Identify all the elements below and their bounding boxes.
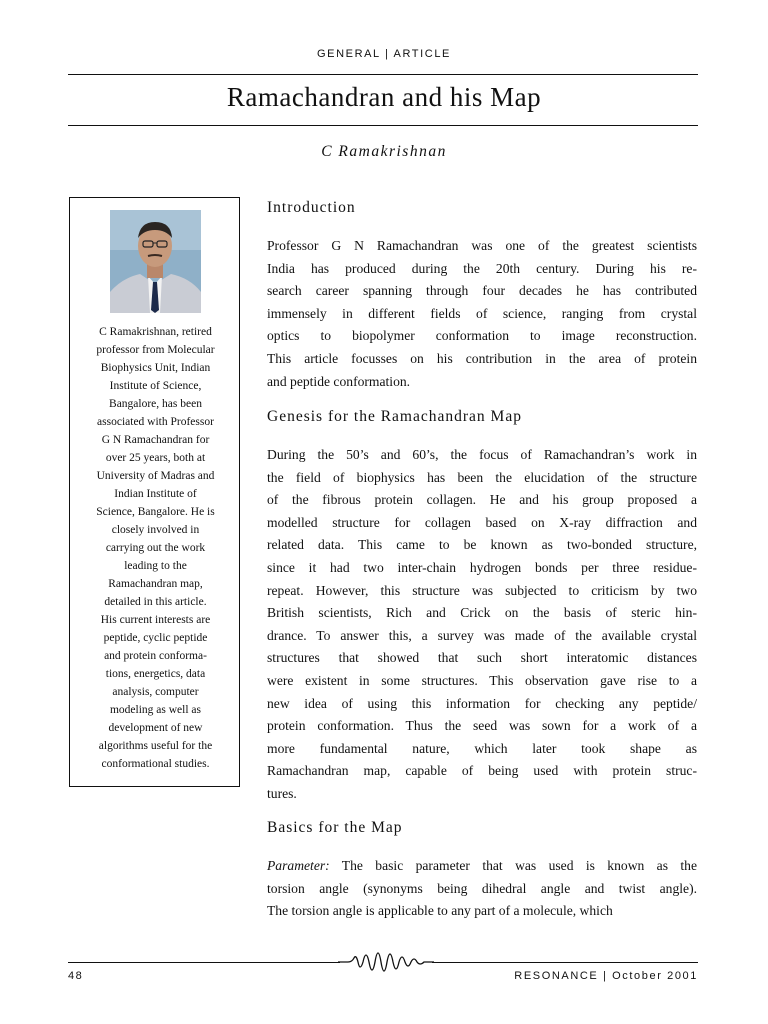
bio-line: carrying out the work	[105, 542, 206, 554]
article-title: Ramachandran and his Map	[226, 82, 542, 112]
paragraph-line	[267, 855, 697, 878]
paragraph-line: protein conformation. Thus the seed was sown for a work of a	[267, 718, 697, 734]
paragraph-line: related data. This came to be known as two-bonded structure,	[267, 537, 697, 553]
bio-line: His current interests are	[100, 614, 211, 626]
bio-line: modeling as well as	[109, 704, 202, 716]
bio-line: University of Madras and	[96, 470, 215, 482]
paragraph-line: modelled structure for collagen based on X-ray diffraction and	[267, 514, 697, 530]
bio-line: closely involved in	[111, 524, 200, 536]
heading-genesis: Genesis for the Ramachandran Map	[267, 408, 522, 425]
bio-line: Bangalore, has been	[109, 398, 202, 410]
journal-footer: RESONANCE | October 2001	[514, 970, 698, 982]
paragraph-line: repeat. However, this structure was subjected to criticism by two	[267, 582, 697, 598]
paragraph-line: immensely in different fields of science, ranging from crystal	[267, 305, 697, 321]
bio-line: over 25 years, both at	[105, 452, 206, 464]
bio-line: and protein conforma-	[104, 650, 207, 662]
paragraph-line: Professor G N Ramachandran was one of the greatest scientists	[267, 238, 697, 253]
bio-line: analysis, computer	[112, 686, 199, 698]
paragraph-line: During the 50’s and 60’s, the focus of Ramachandran’s work in	[267, 447, 697, 462]
paragraph-line-text: The basic parameter that was used is known as the	[329, 858, 697, 873]
author-portrait	[110, 210, 201, 313]
page-number: 48	[68, 970, 84, 982]
bio-line: Biophysics Unit, Indian	[100, 362, 211, 374]
bio-line: Science, Bangalore. He is	[96, 506, 215, 518]
paragraph-line: The torsion angle is applicable to any part of a molecule, which	[267, 903, 613, 919]
parameter-label: Parameter:	[267, 858, 330, 873]
paragraph-line: of the fibrous protein collagen. He and his group proposed a	[267, 492, 697, 508]
bio-line: development of new	[108, 722, 203, 734]
paragraph-line: drance. To answer this, a survey was made of the available crystal	[267, 627, 697, 643]
section-label: GENERAL | ARTICLE	[317, 48, 451, 60]
title-rule	[68, 125, 698, 126]
bio-line: G N Ramachandran for	[101, 434, 210, 446]
bio-line: Institute of Science,	[109, 380, 202, 392]
author-name: C Ramakrishnan	[321, 143, 447, 160]
paragraph-line: structures that showed that such short interatomic distances	[267, 650, 697, 666]
paragraph-line: were existent in some structures. This observation gave rise to a	[267, 672, 697, 688]
bio-line: peptide, cyclic peptide	[103, 632, 208, 644]
paragraph-line: British scientists, Rich and Crick on the basis of steric hin-	[267, 605, 697, 621]
paragraph-line: tures.	[267, 785, 297, 801]
bio-line: conformational studies.	[101, 758, 210, 770]
author-bio	[78, 323, 233, 773]
bio-line: C Ramakrishnan, retired	[99, 326, 212, 338]
heading-basics: Basics for the Map	[267, 819, 403, 836]
bio-line: associated with Professor	[97, 416, 214, 428]
paragraph-line: torsion angle (synonyms being dihedral angle and twist angle).	[267, 880, 697, 896]
paragraph-line: new idea of using this information for checking any peptide/	[267, 695, 697, 711]
top-rule	[68, 74, 698, 75]
paragraph-line: the field of biophysics has been the elucidation of the structure	[267, 469, 697, 485]
footer-rule-right	[432, 962, 698, 963]
bio-line: professor from Molecular	[96, 344, 215, 356]
paragraph-line: This article focusses on his contribution in the area of protein	[267, 350, 697, 366]
paragraph-line: optics to biopolymer conformation to image reconstruction.	[267, 328, 697, 344]
portrait-image	[110, 210, 201, 313]
resonance-wave-icon	[338, 944, 434, 980]
paragraph-line: and peptide conformation.	[267, 373, 411, 389]
paragraph-line: Ramachandran map, capable of being used with protein struc-	[267, 763, 697, 779]
bio-line: leading to the	[124, 560, 187, 572]
bio-line: algorithms useful for the	[98, 740, 213, 752]
bio-line: Indian Institute of	[114, 488, 197, 500]
paragraph-introduction	[267, 235, 697, 393]
bio-line: tions, energetics, data	[105, 668, 206, 680]
heading-introduction: Introduction	[267, 199, 356, 216]
paragraph-line: India has produced during the 20th century. During his re-	[267, 260, 697, 276]
paragraph-line: since it had two inter-chain hydrogen bonds per three residue-	[267, 559, 697, 575]
paragraph-line: more fundamental nature, which later took shape as	[267, 740, 697, 756]
bio-line: detailed in this article.	[104, 596, 207, 608]
paragraph-basics	[267, 855, 697, 923]
footer-rule-left	[68, 962, 340, 963]
bio-line: Ramachandran map,	[108, 578, 203, 590]
paragraph-genesis	[267, 444, 697, 806]
paragraph-line: search career spanning through four decades he has contributed	[267, 283, 697, 299]
author-bio-box	[69, 197, 240, 787]
